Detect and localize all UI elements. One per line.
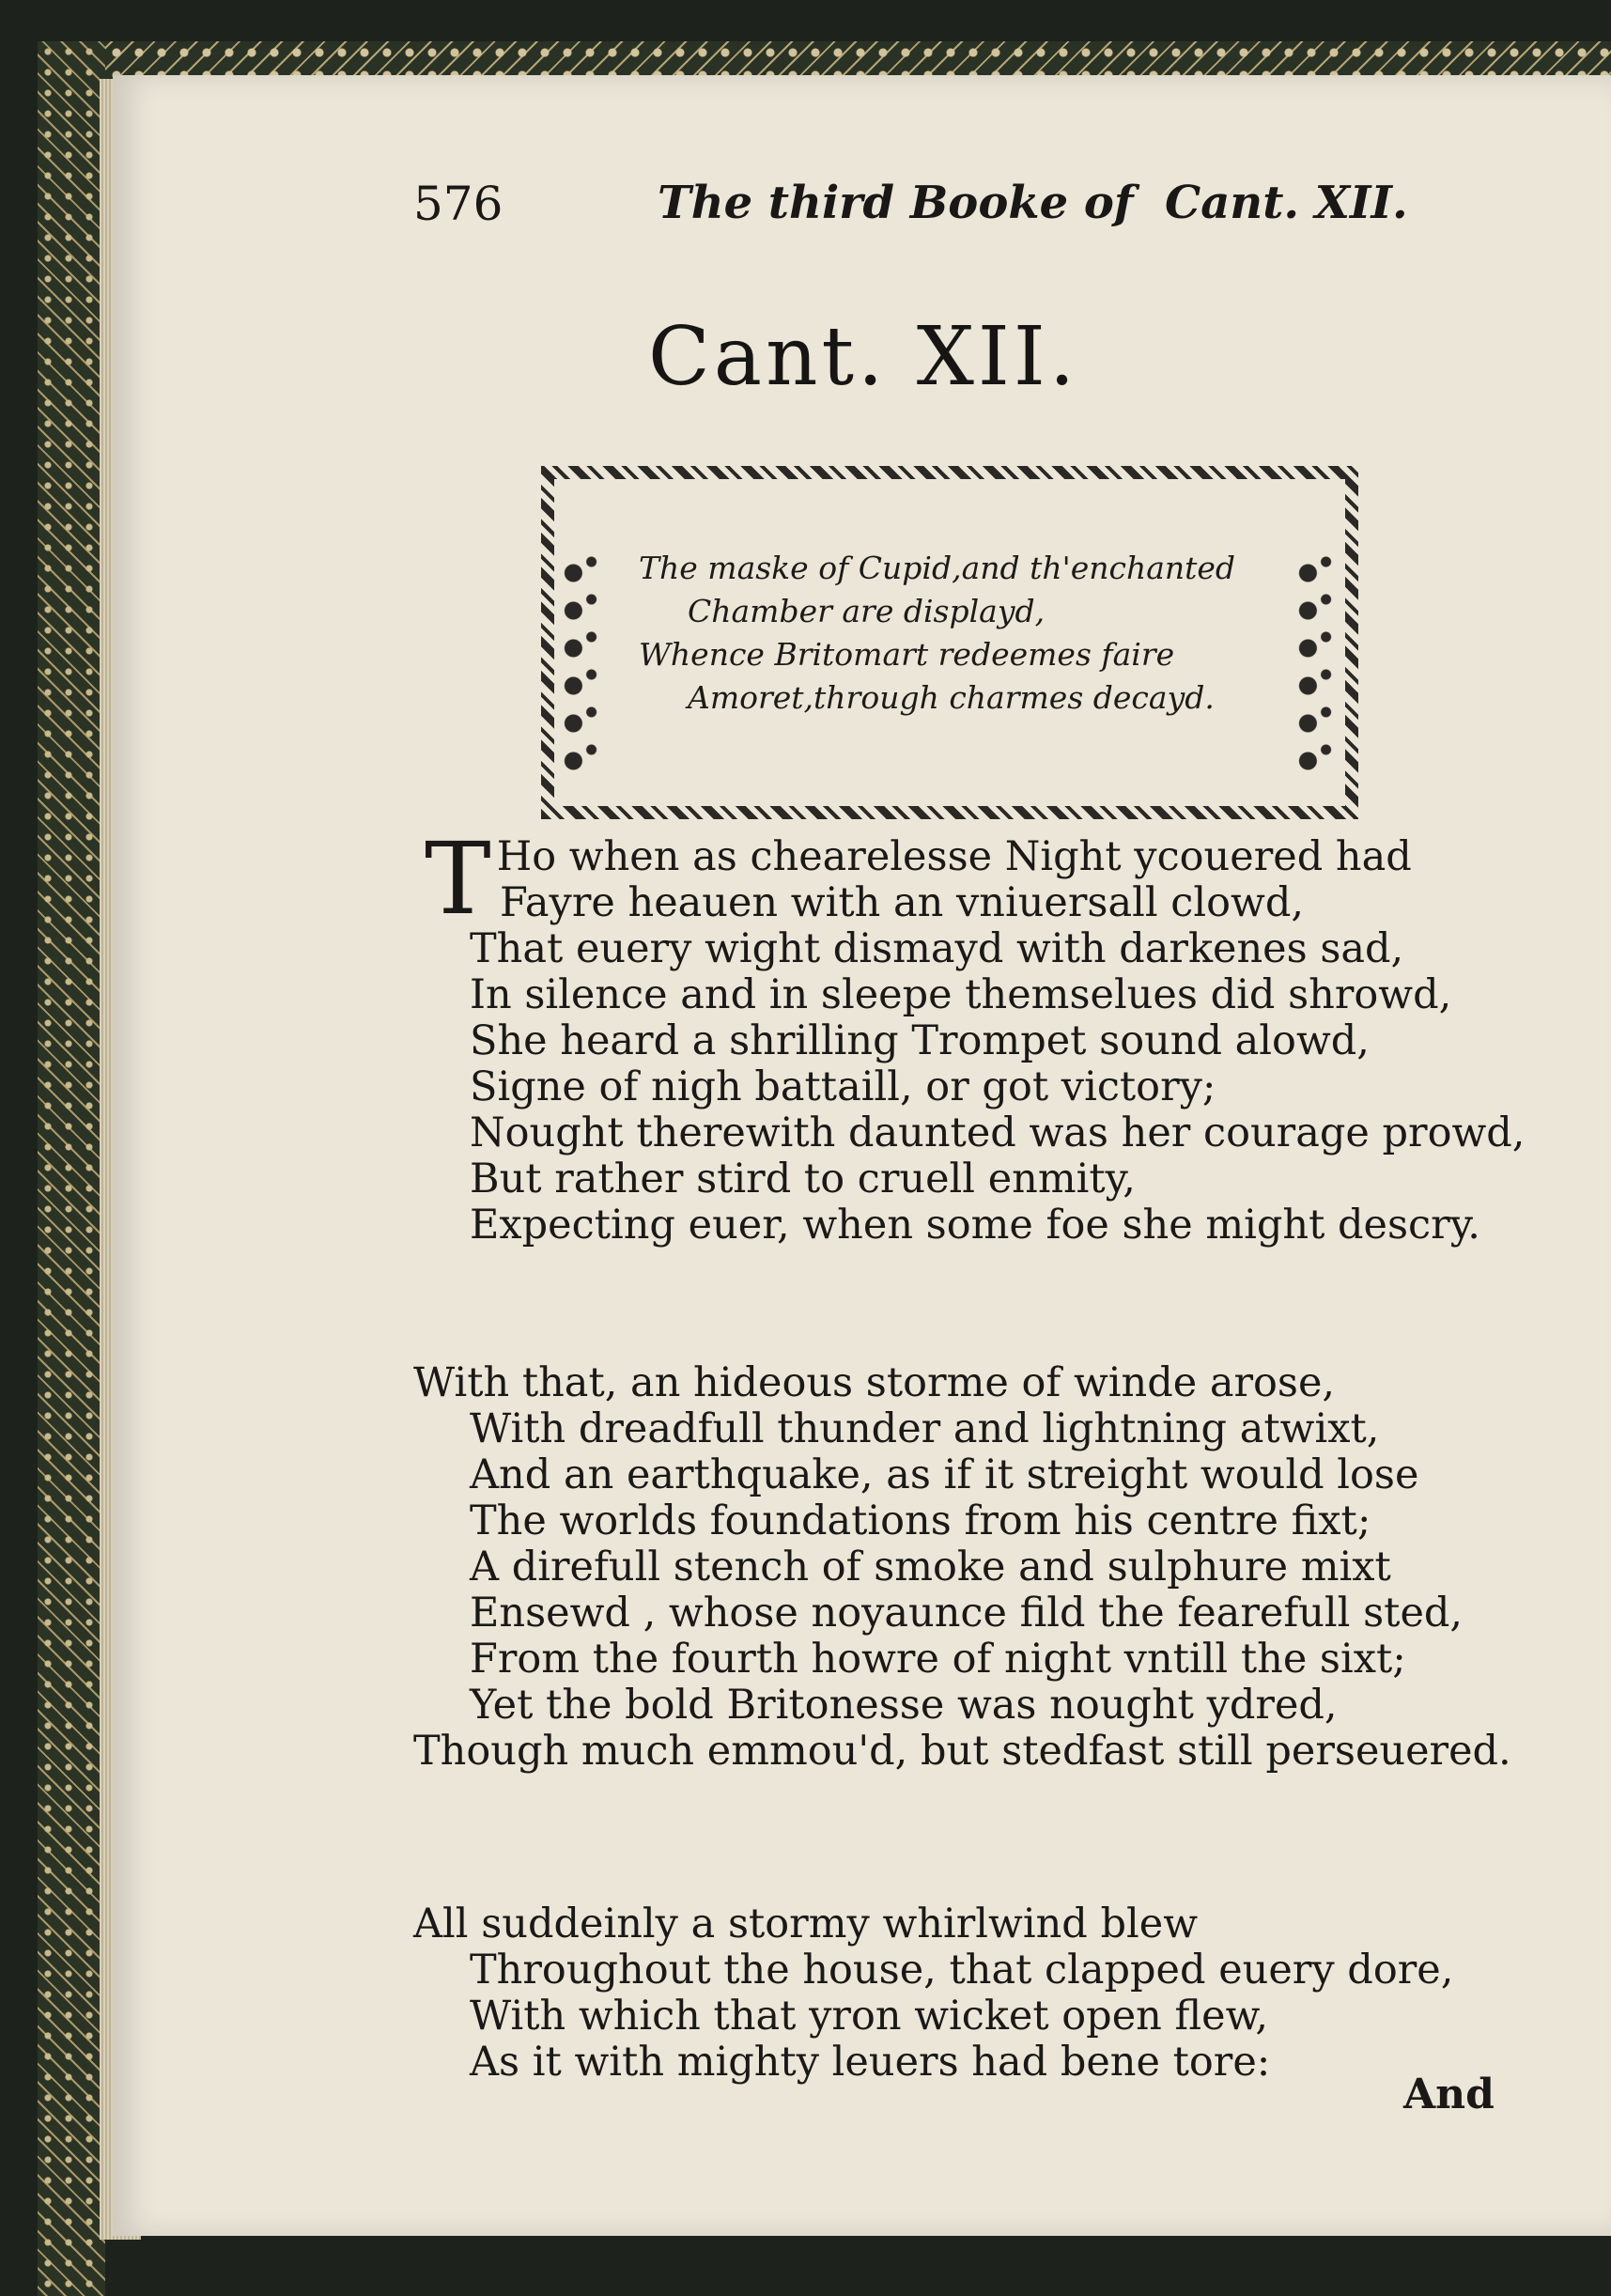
ornament-left-icon [560, 554, 605, 780]
running-title: The third Booke of [658, 177, 1134, 229]
verse-line: Expecting euer, when some foe she might descry. [470, 1202, 1480, 1249]
verse-line: The worlds foundations from his centre fixt; [470, 1497, 1371, 1544]
verse-line: Throughout the house, that clapped euery dore, [470, 1947, 1454, 1993]
argument-line: Whence Britomart redeemes faire [639, 636, 1175, 673]
verse-line: In silence and in sleepe themselues did shrowd, [470, 971, 1452, 1018]
verse-line: All suddeinly a stormy whirlwind blew [413, 1900, 1199, 1947]
verse-line: Ensewd , whose noyaunce fild the fearefull sted, [470, 1590, 1464, 1637]
ornament-right-icon [1294, 554, 1340, 780]
binding-top-border [38, 41, 1611, 79]
catchword: And [1403, 2071, 1495, 2118]
argument-line: Chamber are displayd, [688, 593, 1046, 629]
verse-line: With dreadfull thunder and lightning atwixt, [470, 1405, 1380, 1452]
verse-line: With which that yron wicket open flew, [470, 1993, 1269, 2040]
argument-text [639, 547, 1296, 720]
verse-line: Yet the bold Britonesse was nought ydred, [470, 1682, 1338, 1729]
page-number: 576 [413, 177, 503, 231]
verse-line: Though much emmou'd, but stedfast still perseuered. [413, 1728, 1511, 1775]
verse-line: As it with mighty leuers had bene tore: [470, 2039, 1271, 2086]
stanza-1 [413, 821, 1526, 1249]
argument-line: The maske of Cupid,and th'enchanted [639, 550, 1236, 586]
first-line-text: Ho when as chearelesse Night ycouered had [496, 833, 1412, 880]
verse-line: And an earthquake, as if it streight would lose [470, 1451, 1419, 1498]
verse-line: Fayre heauen with an vniuersall clowd, [500, 879, 1305, 926]
verse-line: Signe of nigh battaill, or got victory; [470, 1063, 1216, 1110]
canto-title: Cant. XII. [648, 310, 1079, 404]
verse-line: Nought therewith daunted was her courage prowd, [470, 1109, 1526, 1156]
stanza-2 [413, 1360, 1511, 1775]
drop-capital: T [425, 821, 491, 937]
argument-line: Amoret,through charmes decayd. [688, 679, 1215, 716]
verse-line: But rather stird to cruell enmity, [470, 1156, 1136, 1202]
verse-line: That euery wight dismayd with darkenes sad, [470, 925, 1404, 972]
canto-reference: Cant. XII. [1165, 177, 1408, 229]
verse-line: She heard a shrilling Trompet sound alowd, [470, 1017, 1370, 1064]
verse-line: A direfull stench of smoke and sulphure mixt [470, 1544, 1391, 1590]
argument-ornament-frame [541, 466, 1358, 819]
stanza-3 [413, 1901, 1453, 2086]
verse-line: From the fourth howre of night vntill the sixt; [470, 1636, 1406, 1683]
binding-spine-ornament [38, 41, 105, 2296]
verse-line: With that, an hideous storme of winde arose, [413, 1359, 1336, 1406]
running-header [413, 177, 1465, 242]
